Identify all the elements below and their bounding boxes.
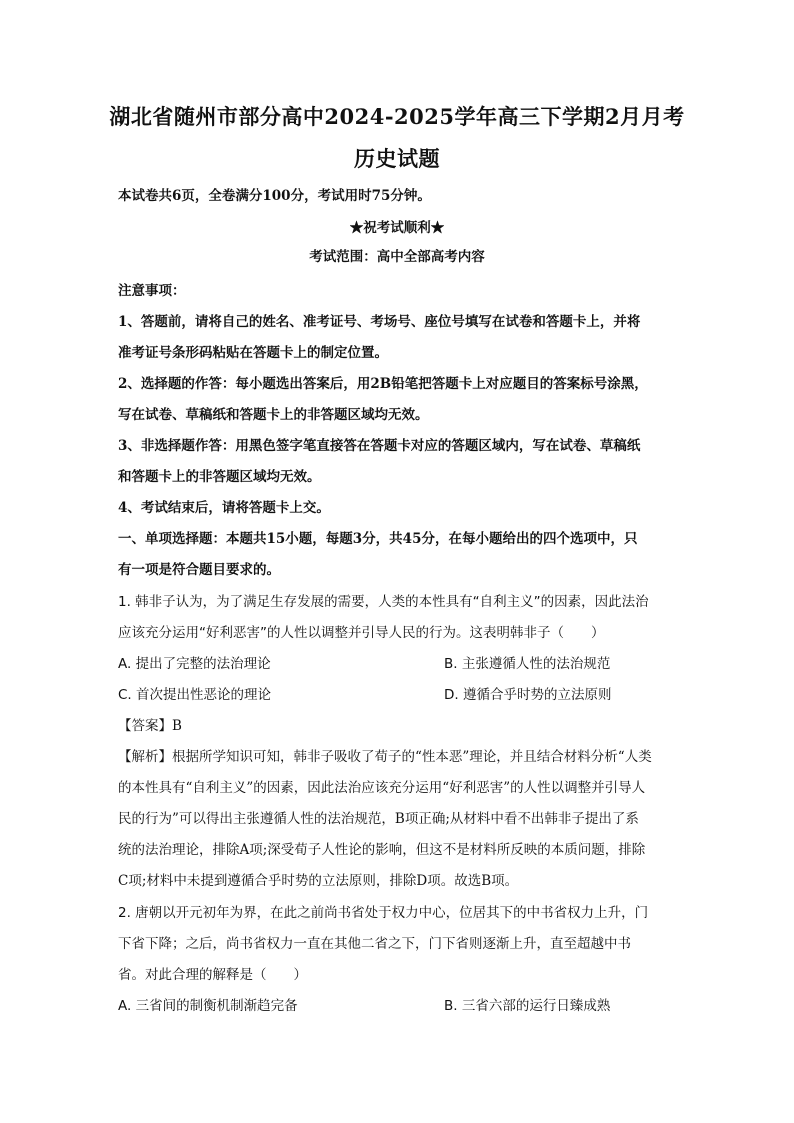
notice-3-line-2: 和答题卡上的非答题区域均无效。 [118,469,321,485]
notice-heading: 注意事项： [118,283,186,299]
exam-title: 湖北省随州市部分高中2024-2025学年高三下学期2月月考 [109,104,685,129]
notice-1-line-2: 准考证号条形码粘贴在答题卡上的制定位置。 [118,345,388,361]
question-1-analysis-line-2: 的本性具有“自利主义”的因素，因此法治应该充分运用“好利恶害”的人性以调整并引导人 [118,780,646,796]
notice-2-line-1: 2、选择题的作答：每小题选出答案后，用2B铅笔把答题卡上对应题目的答案标号涂黑， [118,376,648,392]
question-2-stem-line-2: 下省下降；之后，尚书省权力一直在其他二省之下，门下省则逐渐上升，直至超越中书 [118,936,631,952]
question-1-analysis-line-1: 【解析】根据所学知识可知，韩非子吸收了荀子的“性本恶”理论，并且结合材料分析“人类 [118,749,652,765]
section-1-heading-line-2: 有一项是符合题目要求的。 [118,562,280,578]
question-1-option-b: B. 主张遵循人性的法治规范 [444,656,611,672]
question-1-option-c: C. 首次提出性恶论的理论 [118,687,272,703]
question-1-analysis-line-4: 统的法治理论，排除A项;深受荀子人性论的影响，但这不是材料所反映的本质问题，排除 [118,842,646,858]
question-2-stem-line-3: 省。对此合理的解释是（ ） [118,967,307,983]
notice-2-line-2: 写在试卷、草稿纸和答题卡上的非答题区域均无效。 [118,407,429,423]
notice-1-line-1: 1、答题前，请将自己的姓名、准考证号、考场号、座位号填写在试卷和答题卡上，并将 [118,314,641,330]
exam-intro: 本试卷共6页，全卷满分100分，考试用时75分钟。 [118,188,431,204]
question-1-stem-line-1: 1. 韩非子认为，为了满足生存发展的需要，人类的本性具有“自利主义”的因素，因此法治 [118,594,649,610]
notice-4-line-1: 4、考试结束后，请将答题卡上交。 [118,500,330,516]
question-1-analysis-line-3: 民的行为”可以得出主张遵循人性的法治规范，B项正确;从材料中看不出韩非子提出了系 [118,811,639,827]
question-2-stem-line-1: 2. 唐朝以开元初年为界，在此之前尚书省处于权力中心，位居其下的中书省权力上升，门 [118,905,649,921]
notice-3-line-1: 3、非选择题作答：用黑色签字笔直接答在答题卡对应的答题区域内，写在试卷、草稿纸 [118,438,641,454]
question-1-option-a: A. 提出了完整的法治理论 [118,656,271,672]
good-luck-wish: ★祝考试顺利★ [349,220,445,236]
question-2-option-b: B. 三省六部的运行日臻成熟 [444,998,611,1014]
exam-scope: 考试范围：高中全部高考内容 [309,249,485,265]
section-1-heading-line-1: 一、单项选择题：本题共15小题，每题3分，共45分，在每小题给出的四个选项中，只 [118,531,638,547]
exam-subject: 历史试题 [354,146,440,171]
question-2-option-a: A. 三省间的制衡机制渐趋完备 [118,998,298,1014]
question-1-answer: 【答案】B [118,718,182,734]
question-1-stem-line-2: 应该充分运用“好利恶害”的人性以调整并引导人民的行为。这表明韩非子（ ） [118,625,605,641]
question-1-option-d: D. 遵循合乎时势的立法原则 [444,687,612,703]
question-1-analysis-line-5: C项;材料中未提到遵循合乎时势的立法原则，排除D项。故选B项。 [118,873,519,889]
